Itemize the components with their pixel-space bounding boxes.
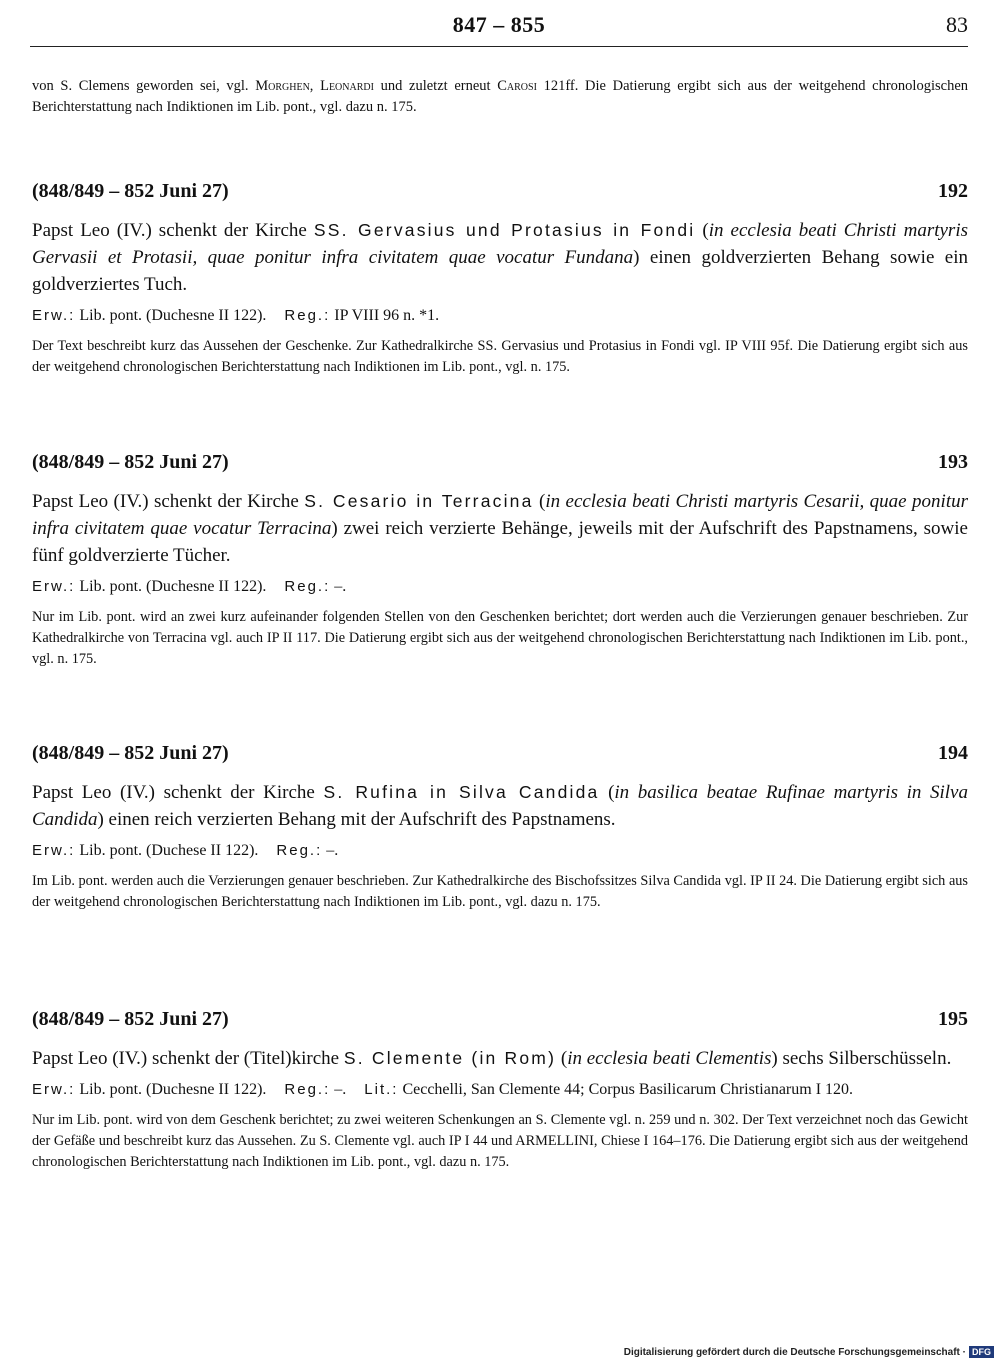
entry-number: 192 bbox=[938, 180, 968, 202]
author-morghen: Morghen bbox=[255, 78, 310, 94]
entry-references bbox=[32, 305, 968, 327]
body-text: ) einen goldverzierten Behang sowie ein goldverziertes Tuch. bbox=[32, 247, 968, 295]
reg-label: Reg.: bbox=[276, 842, 323, 859]
regest-entry bbox=[32, 1008, 968, 1173]
body-text: Papst Leo (IV.) schenkt der Kirche bbox=[32, 782, 324, 803]
latin-quote: in ecclesia beati Clementis bbox=[567, 1048, 772, 1069]
erw-value: Lib. pont. (Duchese II 122). bbox=[79, 842, 259, 859]
latin-quote: in ecclesia beati Christi martyris Gervasii et Protasii, quae ponitur infra civitatem quae vocatur Fundana bbox=[32, 220, 968, 268]
erw-label: Erw.: bbox=[32, 307, 76, 324]
lit-label: Lit.: bbox=[364, 1081, 399, 1098]
latin-quote: in basilica beatae Rufinae martyris in Silva Candida bbox=[32, 782, 968, 830]
erw-label: Erw.: bbox=[32, 578, 76, 595]
church-name: S. Cesario in Terracina bbox=[304, 491, 534, 511]
erw-value: Lib. pont. (Duchesne II 122). bbox=[79, 1081, 267, 1098]
reg-value: –. bbox=[326, 842, 339, 859]
body-text: ( bbox=[695, 220, 709, 241]
erw-value: Lib. pont. (Duchesne II 122). bbox=[79, 578, 267, 595]
body-text: ) einen reich verzierten Behang mit der Aufschrift des Papstnamens. bbox=[97, 809, 616, 830]
prelude-text: , bbox=[309, 78, 321, 94]
entry-note: Nur im Lib. pont. wird von dem Geschenk berichtet; zu zwei weiteren Schenkungen an S. Clemente vgl. n. 259 und n. 302. Der Text verzeichnet noch das Gewicht der Gefäße und beschreibt kurz das Aussehen. Zu S. Clemente vgl. auch IP I 44 und ARMELLINI, Chiese I 164–176. Die Datierung ergibt sich aus der weitgehend chronologischen Berichterstattung nach Indiktionen im Lib. pont., vgl. dazu n. 175. bbox=[32, 1112, 968, 1170]
entry-references bbox=[32, 576, 968, 598]
reg-label: Reg.: bbox=[284, 578, 331, 595]
entry-number: 195 bbox=[938, 1008, 968, 1030]
entry-body bbox=[32, 488, 968, 569]
entry-references bbox=[32, 840, 968, 862]
page-header bbox=[30, 8, 968, 44]
entry-body bbox=[32, 1045, 968, 1072]
author-leonardi: Leonardi bbox=[320, 78, 374, 94]
author-carosi: Carosi bbox=[497, 78, 537, 94]
regest-entry bbox=[32, 180, 968, 378]
body-text: ( bbox=[533, 491, 546, 512]
entry-note: Im Lib. pont. werden auch die Verzierungen genauer beschrieben. Zur Kathedralkirche des Bischofssitzes Silva Candida vgl. IP II 24. Die Datierung ergibt sich aus der weitgehend chronologischen Berichterstattung nach Indiktionen im Lib. pont., vgl. dazu n. 175. bbox=[32, 873, 968, 910]
entry-note: Nur im Lib. pont. wird an zwei kurz aufeinander folgenden Stellen von den Geschenken berichtet; dort werden auch die Verzierungen genauer beschrieben. Zur Kathedralkirche von Terracina vgl. auch IP II 117. Die Datierung ergibt sich aus der weitgehend chronologischen Berichterstattung nach Indiktionen im Lib. pont., vgl. n. 175. bbox=[32, 609, 968, 667]
dfg-logo: DFG bbox=[969, 1346, 994, 1358]
body-text: Papst Leo (IV.) schenkt der Kirche bbox=[32, 491, 305, 512]
entry-references bbox=[32, 1079, 968, 1101]
digitization-credit bbox=[624, 1346, 994, 1358]
body-text: Papst Leo (IV.) schenkt der Kirche bbox=[32, 220, 314, 241]
header-rule bbox=[30, 46, 968, 47]
credit-text: Digitalisierung gefördert durch die Deutsche Forschungsgemeinschaft · bbox=[623, 1347, 966, 1358]
reg-value: –. bbox=[334, 1081, 347, 1098]
reg-label: Reg.: bbox=[284, 1081, 331, 1098]
reg-value: –. bbox=[334, 578, 347, 595]
body-text: ( bbox=[599, 782, 615, 803]
entry-date: (848/849 – 852 Juni 27) bbox=[32, 180, 229, 202]
prelude-note bbox=[32, 76, 968, 118]
regest-entry bbox=[32, 742, 968, 913]
entry-number: 194 bbox=[938, 742, 968, 764]
erw-label: Erw.: bbox=[32, 1081, 76, 1098]
church-name: S. Rufina in Silva Candida bbox=[323, 782, 600, 802]
entry-note: Der Text beschreibt kurz das Aussehen der Geschenke. Zur Kathedralkirche SS. Gervasius und Protasius in Fondi vgl. IP VIII 95f. Die Datierung ergibt sich aus der weitgehend chronologischen Berichterstattung nach Indiktionen im Lib. pont., vgl. n. 175. bbox=[32, 338, 968, 375]
prelude-text: und zuletzt erneut bbox=[373, 78, 498, 94]
entry-body bbox=[32, 779, 968, 833]
entry-body bbox=[32, 217, 968, 298]
body-text: Papst Leo (IV.) schenkt der (Titel)kirche bbox=[32, 1048, 344, 1069]
entry-date: (848/849 – 852 Juni 27) bbox=[32, 1008, 229, 1030]
church-name: SS. Gervasius und Protasius in Fondi bbox=[313, 220, 696, 240]
entry-date: (848/849 – 852 Juni 27) bbox=[32, 742, 229, 764]
body-text: ) sechs Silberschüsseln. bbox=[771, 1048, 952, 1069]
page-range-title: 847 – 855 bbox=[452, 12, 546, 37]
latin-quote: in ecclesia beati Christi martyris Cesarii, quae ponitur infra civitatem quae vocatur Terracina bbox=[32, 491, 968, 539]
erw-value: Lib. pont. (Duchesne II 122). bbox=[79, 307, 267, 324]
body-text: ( bbox=[556, 1048, 568, 1069]
entry-date: (848/849 – 852 Juni 27) bbox=[32, 451, 229, 473]
erw-label: Erw.: bbox=[32, 842, 76, 859]
prelude-text: von S. Clemens geworden sei, vgl. bbox=[32, 78, 256, 94]
reg-value: IP VIII 96 n. *1. bbox=[334, 307, 440, 324]
church-name: S. Clemente (in Rom) bbox=[343, 1048, 557, 1068]
prelude-text: 121ff. Die Datierung ergibt sich aus der weitgehend chronologischen Berichterstattung nach Indiktionen im Lib. pont., vgl. dazu n. 175. bbox=[32, 78, 969, 115]
body-text: ) zwei reich verzierte Behänge, jeweils mit der Aufschrift des Papstnamens, sowie fünf goldverzierte Tücher. bbox=[32, 518, 968, 566]
regest-entry bbox=[32, 451, 968, 670]
entry-number: 193 bbox=[938, 451, 968, 473]
page-number: 83 bbox=[946, 12, 968, 37]
lit-value: Cecchelli, San Clemente 44; Corpus Basilicarum Christianarum I 120. bbox=[402, 1081, 854, 1098]
reg-label: Reg.: bbox=[284, 307, 331, 324]
